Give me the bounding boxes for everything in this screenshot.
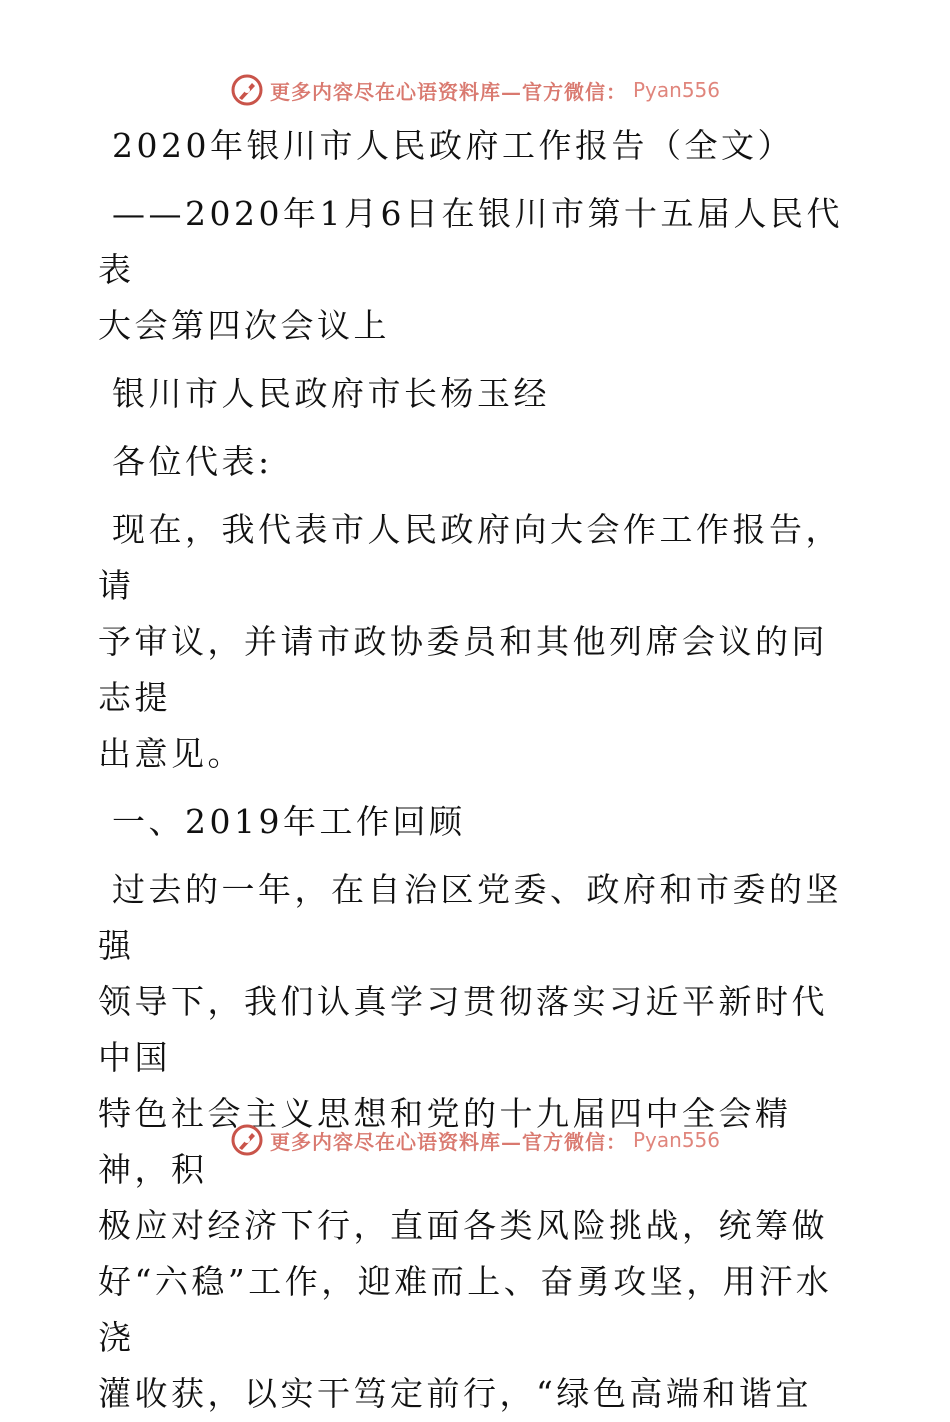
- header-watermark: [0, 70, 950, 110]
- watermark-handle: Pyan556: [632, 78, 720, 102]
- document-title: 2020年银川市人民政府工作报告（全文）: [98, 126, 794, 165]
- pen-logo-icon: [230, 1123, 264, 1157]
- section-heading: 一、2019年工作回顾: [98, 802, 466, 841]
- intro-paragraph: 现在，我代表市人民政府向大会作工作报告，请 予审议，并请市政协委员和其他列席会议的同志提 出意见。: [98, 510, 842, 773]
- watermark-text: 更多内容尽在心语资料库—官方微信：: [269, 1129, 627, 1154]
- footer-watermark: [0, 1120, 950, 1160]
- pen-logo-icon: [230, 73, 264, 107]
- document-author: 银川市人民政府市长杨玉经: [98, 374, 550, 413]
- document-subtitle: ——2020年1月6日在银川市第十五届人民代表 大会第四次会议上: [98, 194, 843, 345]
- body-paragraph: 过去的一年，在自治区党委、政府和市委的坚强 领导下，我们认真学习贯彻落实习近平新时代中国 特色社会主义思想和党的十九届四中全会精神，积 极应对经济下行，直面各类风险挑战，统筹做 好“六稳”工作，迎难而上、奋勇攻坚，用汗水浇 灌收获，以实干笃定前行，“绿色高端和谐宜: [98, 870, 842, 1413]
- salutation: 各位代表:: [98, 442, 273, 481]
- watermark-text: 更多内容尽在心语资料库—官方微信：: [269, 79, 627, 104]
- document-body: [98, 118, 858, 1422]
- watermark-handle: Pyan556: [632, 1128, 720, 1152]
